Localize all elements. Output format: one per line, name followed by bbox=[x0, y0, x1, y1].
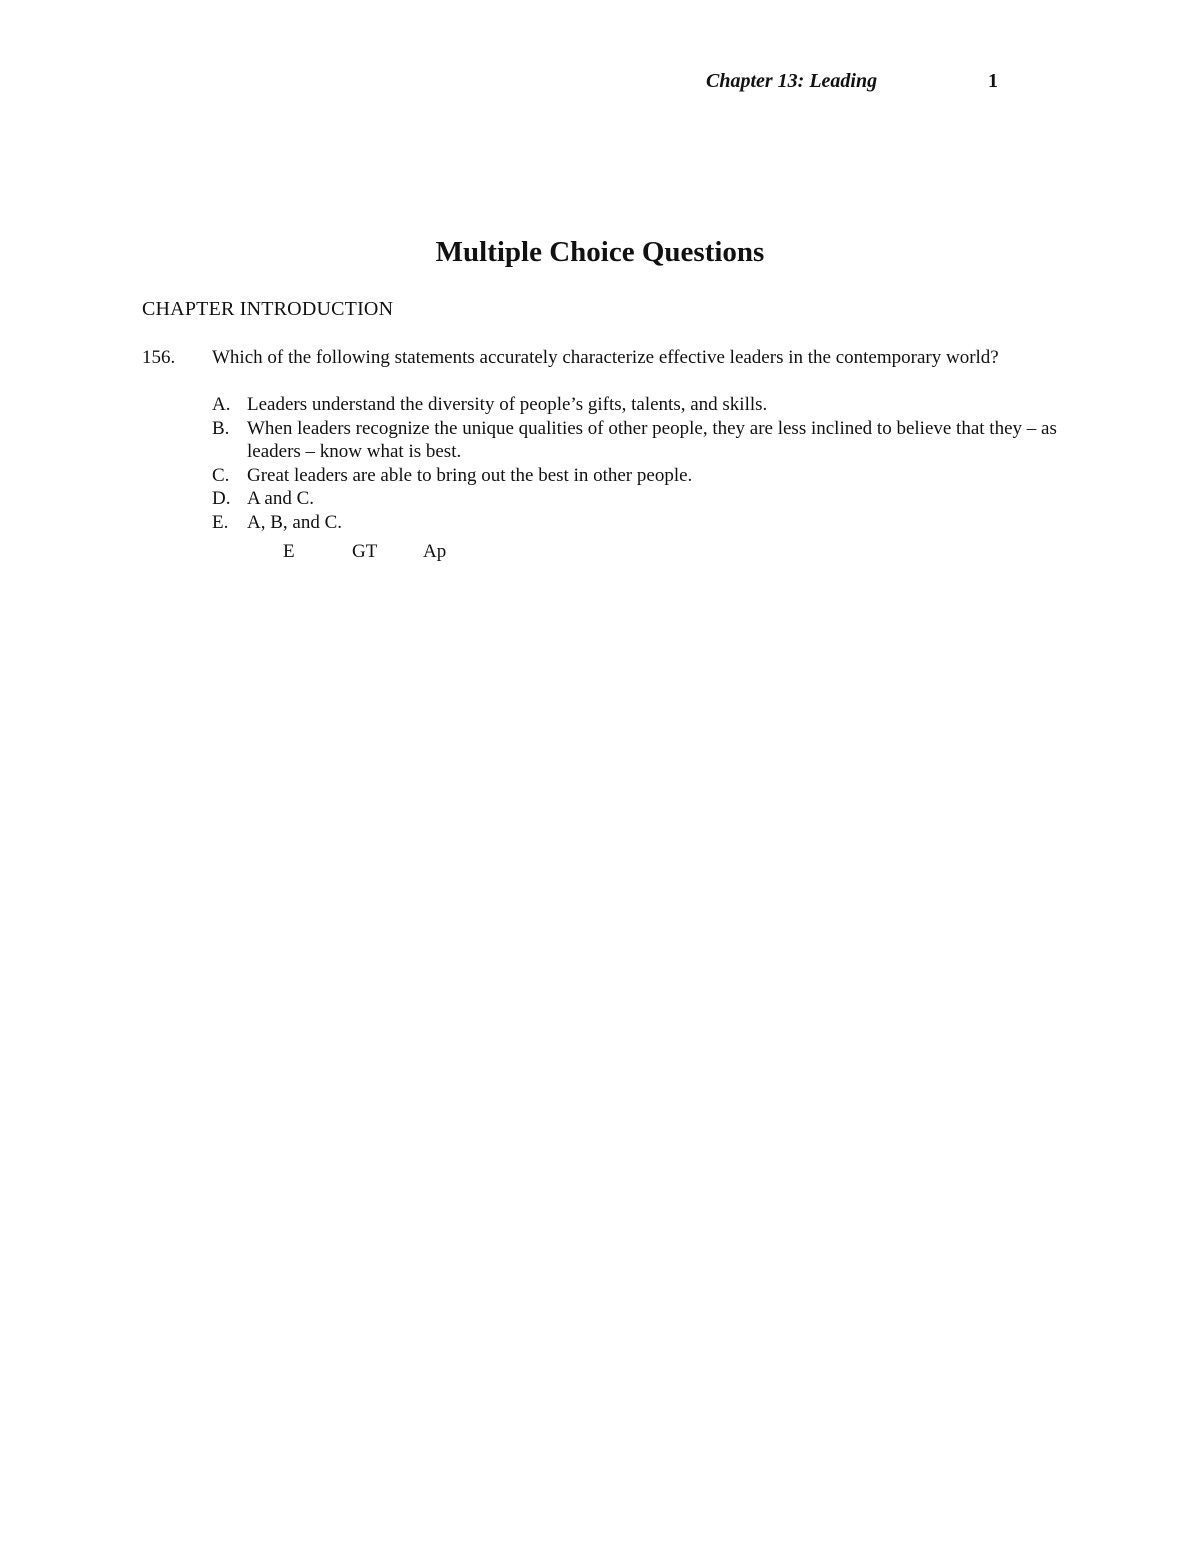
answer-option-b bbox=[212, 417, 1062, 464]
question-stem: Which of the following statements accurately characterize effective leaders in the contemporary world? bbox=[212, 347, 999, 368]
option-text: A and C. bbox=[247, 488, 315, 509]
answer-option-c bbox=[212, 464, 1062, 488]
option-letter: D. bbox=[212, 488, 231, 509]
section-heading: CHAPTER INTRODUCTION bbox=[142, 298, 394, 320]
option-letter: B. bbox=[212, 417, 230, 439]
option-text: When leaders recognize the unique qualities of other people, they are less inclined to believe that they – as leaders – know what is best. bbox=[247, 417, 1057, 462]
objective-code: GT bbox=[352, 541, 378, 562]
page-title: Multiple Choice Questions bbox=[435, 236, 765, 268]
answer-option-e bbox=[212, 511, 1062, 535]
header-chapter-title: Chapter 13: Leading bbox=[706, 70, 878, 92]
option-letter: C. bbox=[212, 464, 230, 486]
option-text: Leaders understand the diversity of people’s gifts, talents, and skills. bbox=[247, 394, 768, 415]
question-type-code: Ap bbox=[423, 541, 447, 562]
answer-option-d bbox=[212, 487, 1062, 511]
option-text: Great leaders are able to bring out the best in other people. bbox=[247, 464, 693, 486]
answer-options bbox=[212, 393, 1062, 534]
option-text: A, B, and C. bbox=[247, 511, 342, 533]
answer-option-a bbox=[212, 393, 1062, 417]
option-letter: E. bbox=[212, 511, 229, 533]
question-number: 156. bbox=[142, 347, 176, 368]
question-metadata bbox=[142, 540, 542, 564]
option-letter: A. bbox=[212, 394, 231, 415]
header-page-number: 1 bbox=[988, 70, 998, 92]
page-header bbox=[706, 70, 1006, 100]
difficulty-code: E bbox=[283, 541, 295, 562]
